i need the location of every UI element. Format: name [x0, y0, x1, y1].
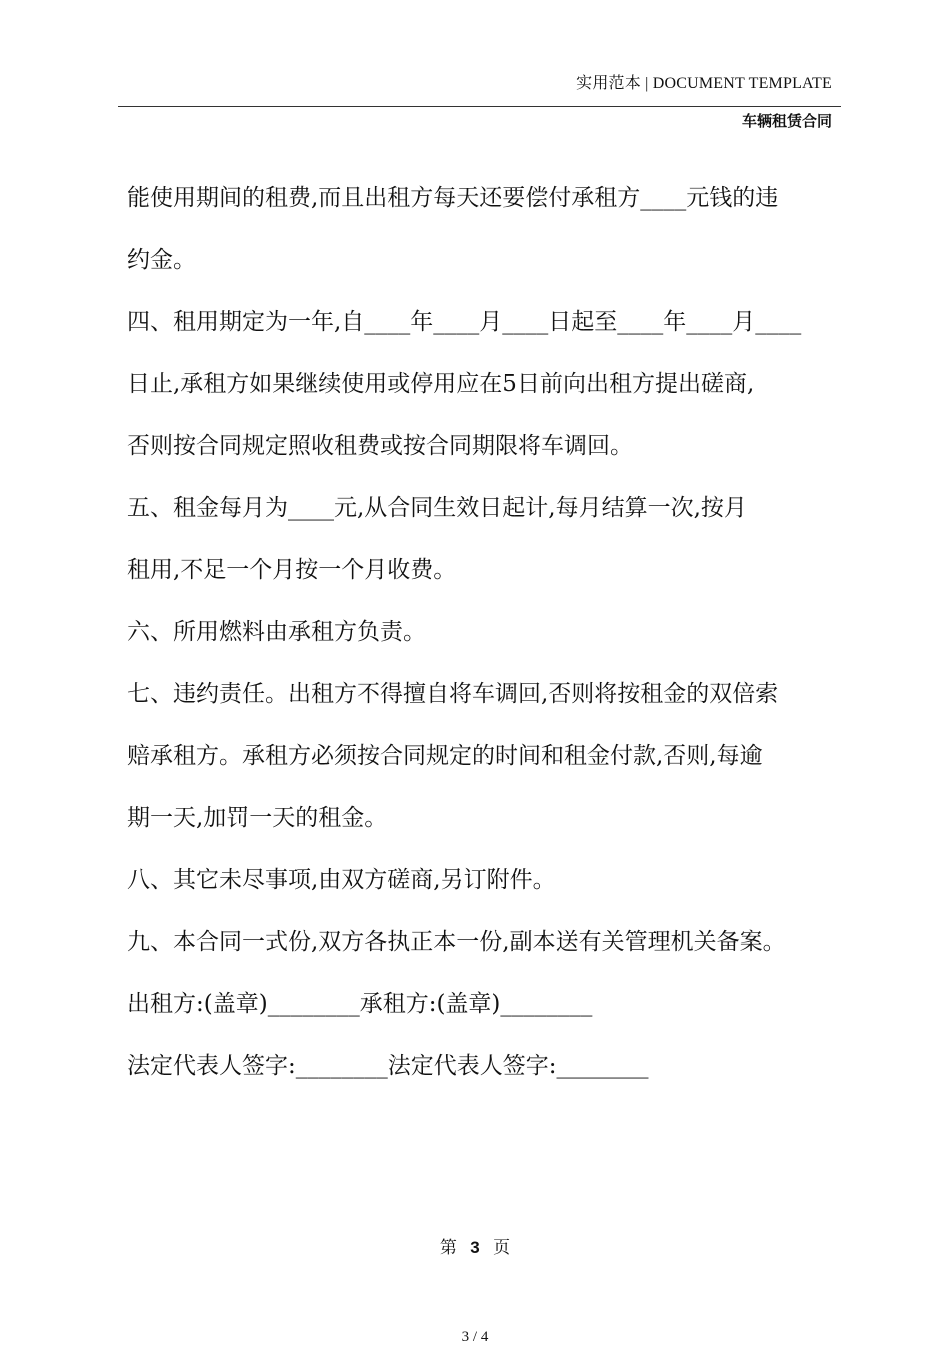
clause-8-line: 八、其它未尽事项,由双方磋商,另订附件。	[127, 867, 556, 893]
page-prefix: 第	[439, 1238, 457, 1258]
document-subtitle: 车辆租赁合同	[741, 112, 832, 130]
clause-9-line: 九、本合同一式份,双方各执正本一份,副本送有关管理机关备案。	[127, 929, 786, 955]
page-count: 3 / 4	[461, 1329, 489, 1345]
body-line: 能使用期间的租费,而且出租方每天还要偿付承租方____元钱的违	[127, 185, 779, 211]
contract-body	[127, 178, 842, 1108]
page-suffix: 页	[493, 1238, 511, 1258]
body-line: 否则按合同规定照收租费或按合同期限将车调回。	[127, 433, 633, 459]
header-title: 实用范本 | DOCUMENT TEMPLATE	[576, 75, 832, 92]
clause-5-line: 五、租金每月为____元,从合同生效日起计,每月结算一次,按月	[127, 495, 747, 521]
body-line: 日止,承租方如果继续使用或停用应在5日前向出租方提出磋商,	[127, 371, 755, 397]
clause-6-line: 六、所用燃料由承租方负责。	[127, 619, 426, 645]
body-line: 租用,不足一个月按一个月收费。	[127, 557, 457, 583]
page-footer	[0, 1233, 950, 1258]
body-line: 约金。	[127, 247, 196, 273]
signature-representative-line: 法定代表人签字:________法定代表人签字:________	[127, 1053, 649, 1079]
clause-7-line: 七、违约责任。出租方不得擅自将车调回,否则将按租金的双倍索	[127, 681, 779, 707]
body-line: 赔承租方。承租方必须按合同规定的时间和租金付款,否则,每逾	[127, 743, 763, 769]
signature-seal-line: 出租方:(盖章)________承租方:(盖章)________	[127, 991, 593, 1017]
body-line: 期一天,加罚一天的租金。	[127, 805, 388, 831]
page-number: 3	[470, 1238, 480, 1257]
clause-4-line: 四、租用期定为一年,自____年____月____日起至____年____月____	[127, 309, 802, 335]
header-divider	[118, 106, 841, 107]
